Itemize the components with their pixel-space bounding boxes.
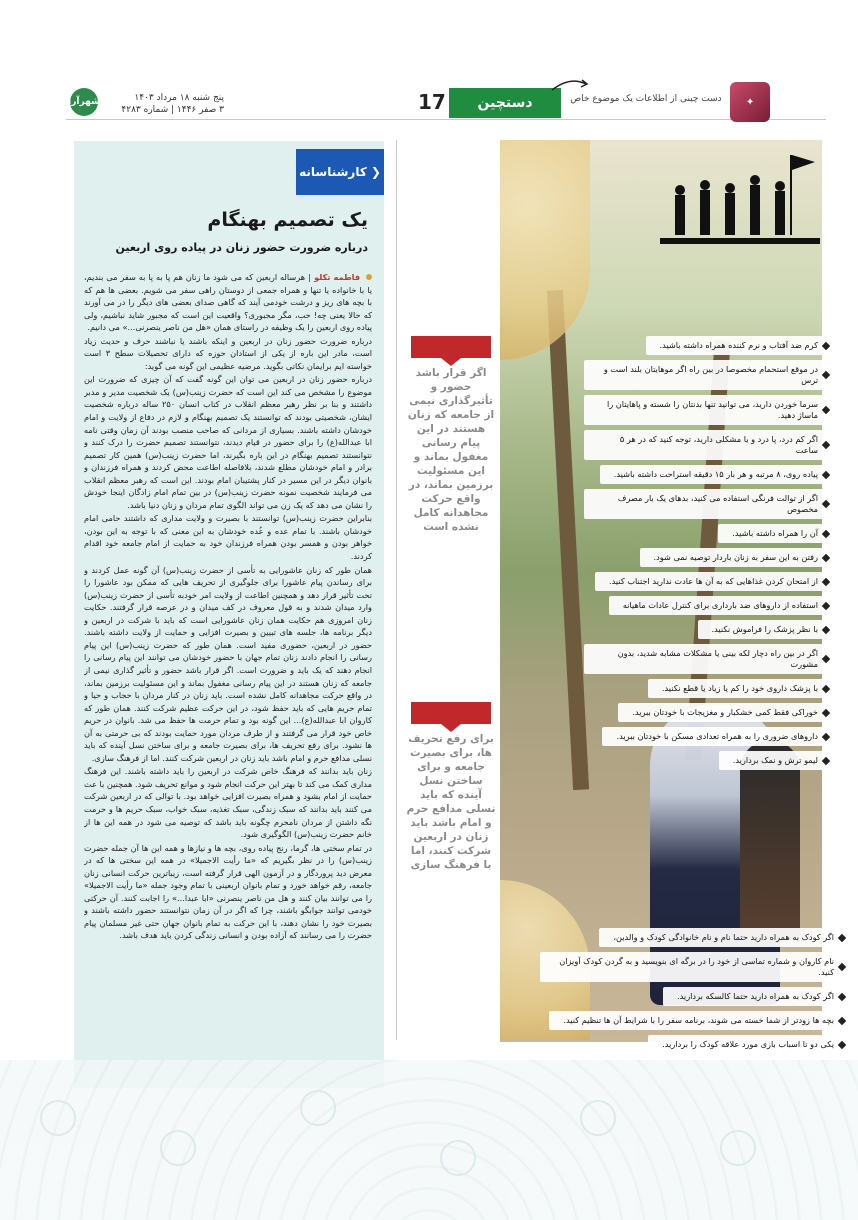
author-byline: فاطمه تکلو | bbox=[307, 272, 361, 282]
tip-item: داروهای ضروری را به همراه تعدادی مسکن با خودتان ببرید. bbox=[602, 727, 824, 746]
tip-item: از امتحان کردن غذاهایی که به آن ها عادت ندارید اجتناب کنید. bbox=[595, 572, 824, 591]
section-emblem-icon: ✦ bbox=[730, 82, 770, 122]
pilgrims-silhouette-icon bbox=[660, 150, 820, 250]
curved-arrow-icon bbox=[550, 76, 590, 92]
tip-item: اگر کودک به همراه دارید حتما کالسکه بردارید. bbox=[663, 987, 840, 1006]
section-tab: دستچین bbox=[449, 88, 561, 118]
pull-quote-text: اگر قرار باشد حضور و تأثیرگذاری نیمی از جامعه که زنان هستند در این پیام رسانی مغفول بماند و این مسئولیت برزمین بماند، در واقع حرکت مجاهدانه کامل نشده است bbox=[407, 367, 495, 533]
article-subtitle: درباره ضرورت حضور زنان در پیاده روی اربعین bbox=[115, 241, 368, 254]
tip-item: در موقع استحمام مخصوصا در بین راه اگر موهایتان بلند است و ترس bbox=[584, 360, 824, 390]
tips-list-bottom bbox=[540, 928, 840, 1059]
tip-item: آن را همراه داشته باشید. bbox=[718, 524, 824, 543]
tag-chevron-icon: ❮ bbox=[370, 165, 381, 179]
tip-item: استفاده از داروهای ضد بارداری برای کنترل عادات ماهیانه bbox=[609, 596, 824, 615]
tip-item: بچه ها زودتر از شما خسته می شوند، برنامه سفر را با شرایط آن ها تنظیم کنید. bbox=[549, 1011, 840, 1030]
article-paragraph: در تمام سختی ها، گرما، رنج پیاده روی، بچه ها و نیازها و همه این ها آن جمله حضرت زینب(س) را در نظر بگیریم که «ما رأیت الاجمیلا» در همه این سختی ها که در معرض دید پروردگار و در آزمون الهی قرار گرفته است، زیباترین حرکت انسانی زنان جامعه، رقم خواهد خورد و تمام بانوان اربعینی با تمام وجود جمله «ما رأیت الاجمیلا» را می توانند بیان کنند و هل من ناصر ینصرنی «ابا عبدا...» را اجابت کنند. آن حرکتی خودمی توانند جوابگو باشند، چرا که اگر در آن زمان نتوانستند حضور داشته باشند و بصیرت خود را نشان دهند، با این حرکت به تمام بانوان جهان حتی غیر مسلمان پیام حضرت را می رسانند که آزاده بودن و انسانی زندگی کردن باید هدف باشد. bbox=[84, 842, 372, 941]
paragraph-text: هرساله اربعین که می شود ما زنان هم پا به پا به سفر می بندیم، یا با خانواده یا تنها و همراه جمعی از دوستان راهی سفر می شویم. بعضی ها هم که با بچه های ریز و درشت خودمی آیند که گاهی صدای بعضی های دیگر را در می آورند که حالا یعنی چه! حب، مگر مجبوری؟ واقعیت این است که مجبور شاید نباشیم، ولی پیاده روی اربعین را یک وظیفه در راستای همان «هل من ناصر ینصرنی...» می دانیم. bbox=[84, 272, 372, 333]
tip-item: اگر کم درد، پا درد و یا مشکلی دارید، توجه کنید که در هر ۵ ساعت bbox=[584, 430, 824, 460]
tip-item: اگر کودک به همراه دارید حتما نام و نام خانوادگی کودک و والدین، bbox=[599, 928, 840, 947]
tip-item: با نظر پزشک را فراموش نکنید. bbox=[698, 620, 824, 639]
article-tag bbox=[296, 149, 384, 195]
vine-ornament bbox=[300, 1090, 336, 1126]
article-column bbox=[74, 141, 384, 1088]
article-paragraph: همان طور که زنان عاشورایی به تأسی از حضرت زینب(س) آن گونه عمل کردند و برای رساندن پیام عاشورا برای جلوگیری از تحریف هایی که ممکن بود عاشورا را تحت تأثیر قرار دهد و همچنین اطاعت از ولایت امر خودبه تأسی از حضرت زینب(س) وارد میدان شدند و به قول معروف در کف میدان و در عرصه قرار گرفتند. حکایت زنان امروزی هم حکایت همان زنان عاشورایی است که باید با شرکت در اربعین و دیگر برنامه ها، جلسه های تبیین و بصیرت افزایی و حمایت از ولایت داشته باشند. حضور در اربعین، حضوری مفید است. همان طور که حضرت زینب(س) این پیام رسانی را انجام دادند زنان تمام جهان با حضور خودشان می توانند این پیام رسانی را انجام دهند که یک باید و ضرورت است. اگر قرار باشد حضور و تأثیر گذاری نیمی از جامعه که زنان هستند در این پیام رسانی مغفول بماند و این مسئولیت برزمین بماند، در واقع حرکت مجاهدانه کامل نشده است. باید زنان در کنار مردان با حجاب و حیا و تمام حریم هایی که باید حفظ شود، در این حرکت عظیم شرکت کنند. همان طور که کاروان ابا عبدالله(ع)... این گونه بود و تمام حرمت ها حفظ می شد. بانوان در حریم خاص خود قرار می گرفتند و از طرف مردان مورد حمایت بودند که بی حرمتی به آن ها نشود. برای رفع تحریف ها، برای بصیرت جامعه و برای ساختن نسل آینده که باید نسلی مدافع حرم و امام باشد باید زنان در اربعین شرکت کنند. اما از فرهنگ سازی. bbox=[84, 564, 372, 763]
footer-ornament bbox=[0, 1060, 858, 1220]
article-title: یک تصمیم بهنگام bbox=[207, 209, 368, 231]
palm-trunk bbox=[547, 290, 589, 790]
tip-item: یکی دو تا اسباب بازی مورد علاقه کودک را بردارید. bbox=[648, 1035, 840, 1054]
vine-ornament bbox=[440, 1140, 476, 1176]
issue-date-line2: ۳ صفر ۱۴۴۶ | شماره ۴۲۸۳ bbox=[121, 105, 224, 115]
article-body bbox=[84, 271, 372, 1079]
vine-ornament bbox=[580, 1100, 616, 1136]
pull-quote bbox=[406, 336, 496, 534]
issue-date bbox=[104, 92, 224, 116]
issue-date-line1: پنج شنبه ۱۸ مرداد ۱۴۰۳ bbox=[134, 93, 224, 103]
tip-item: رفتن به این سفر به زنان باردار توصیه نمی شود. bbox=[640, 548, 824, 567]
tip-item: نام کاروان و شماره تماسی از خود را در برگه ای بنویسید و به گردن کودک آویزان کنید. bbox=[540, 952, 840, 982]
column-divider bbox=[396, 140, 397, 1040]
tip-item: اگر در بین راه دچار لکه بینی یا مشکلات مشابه شدید، بدون مشورت bbox=[584, 644, 824, 674]
flag-icon bbox=[411, 336, 491, 358]
flag-icon bbox=[411, 702, 491, 724]
article-paragraph: بنابراین حضرت زینب(س) توانستند با بصیرت و ولایت مداری که داشتند حامی امام خودشان باشند. با تمام عده و عُده خودشان به این معنی که با توجه به این بودن، خواهر بودن و همسر بودن همراه فرزندان خود به حمایت از امام جامعه خود اقدام کردند. bbox=[84, 513, 372, 562]
pull-quote-text: برای رفع تحریف ها، برای بصیرت جامعه و برای ساختن نسل آینده که باید نسلی مدافع حرم و امام باشد باید زنان در اربعین شرکت کنند، اما با فرهنگ سازی bbox=[406, 733, 496, 871]
article-paragraph: درباره حضور زنان در اربعین می توان این گونه گفت که آن چیزی که ضرورت این موضوع را مشخص می کند این است که حضرت زینب(س) یک شخصیت مدیر و مدبر داشتند و بنا بر نظر رهبر معظم انقلاب در کتاب انسان ۲۵۰ ساله درباره شخصیت ایشان، شخصیتی بودند که توانستند یک تصمیم بهنگام و لازم در دفاع از ولایت و امام خودشان داشته باشند. بسیاری از مردانی که صاحب منصب بودند آن زمان وقتی نامه ابا عبدالله(ع) را برای حضور در قیام دیدند، نتوانستند تصمیم حضرت را درک کنند و نتوانستند تصمیم بهنگام در این باره بگیرند، اما حضرت زینب(س) همین کار تصمیم برادر و امام خودشان مطلع شدند، بلافاصله اطاعت محض کردند و همراه فرزندان و بانوان دیگر در این مسیر در کنار پشتیبان امام بودند. این است که رهبر معظم انقلاب می فرمایند شخصیت نمونه حضرت زینب(س) در بین تمام امام زادگان اینجا خودش را نشان می دهد که یک زن می تواند الگوی تمام مردان و زنان دنیا باشد. bbox=[84, 374, 372, 510]
vine-ornament bbox=[160, 1130, 196, 1166]
article-tag-label: کارشناسانه bbox=[299, 165, 367, 179]
brand-logo: شهرآرا bbox=[70, 88, 98, 116]
tip-item: سرما خوردن دارید، می توانید تنها بدنتان را شسته و پاهایتان را ماساژ دهید. bbox=[584, 395, 824, 425]
vine-ornament bbox=[720, 1130, 756, 1166]
page-number: 17 bbox=[418, 90, 446, 114]
tip-item: خوراکی فقط کمی خشکبار و مغزیجات با خودتان ببرید. bbox=[618, 703, 824, 722]
tip-item: لیمو ترش و نمک بردارید. bbox=[719, 751, 824, 770]
tip-item: با پزشک داروی خود را کم یا زیاد یا قطع نکنید. bbox=[648, 679, 824, 698]
bullet-dot-icon bbox=[366, 274, 372, 280]
tip-item: کرم ضد آفتاب و نرم کننده همراه داشته باشید. bbox=[646, 336, 824, 355]
section-description: دست چینی از اطلاعات یک موضوع خاص bbox=[570, 94, 722, 104]
tip-item: پیاده روی، ۸ مرتبه و هر بار ۱۵ دقیقه استراحت داشته باشید. bbox=[600, 465, 824, 484]
tip-item: اگر از توالت فرنگی استفاده می کنید، بدهای یک بار مصرف مخصوص bbox=[584, 489, 824, 519]
article-paragraph bbox=[84, 271, 372, 334]
article-paragraph: زنان باید بدانند که فرهنگ خاص شرکت در اربعین را باید داشته باشند. این فرهنگ مداری کمک می کند تا بهتر این حرکت انجام شود و موانع تحریف شود. همچنین با عث حمایت از امام بشود و همراه بصیرت افزایی خواهد بود. با توالی که در اربعین شرکت می کنند باید بدانند که سبک زندگی، سبک تغذیه، سبک خواب، سبک حریم ها و حرمت نگه داشتن از مردان نامحرم چگونه باید باشد که توصیه می شود در همه این ها از خانم حضرت زینب(س) الگوگیری شود. bbox=[84, 766, 372, 840]
article-paragraph: درباره ضرورت حضور زنان در اربعین و اینکه باشند یا نباشند حرف و حدیث زیاد است، مادر این باره از یکی از استادان حوزه که دارای تحصیلات سطح ۳ است خواسته ایم برایمان نکاتی بگوید. مرضیه عظیمی این گونه می گوید: bbox=[84, 335, 372, 371]
vine-ornament bbox=[40, 1100, 76, 1136]
tips-list-top bbox=[584, 336, 824, 775]
pull-quote bbox=[406, 702, 496, 872]
